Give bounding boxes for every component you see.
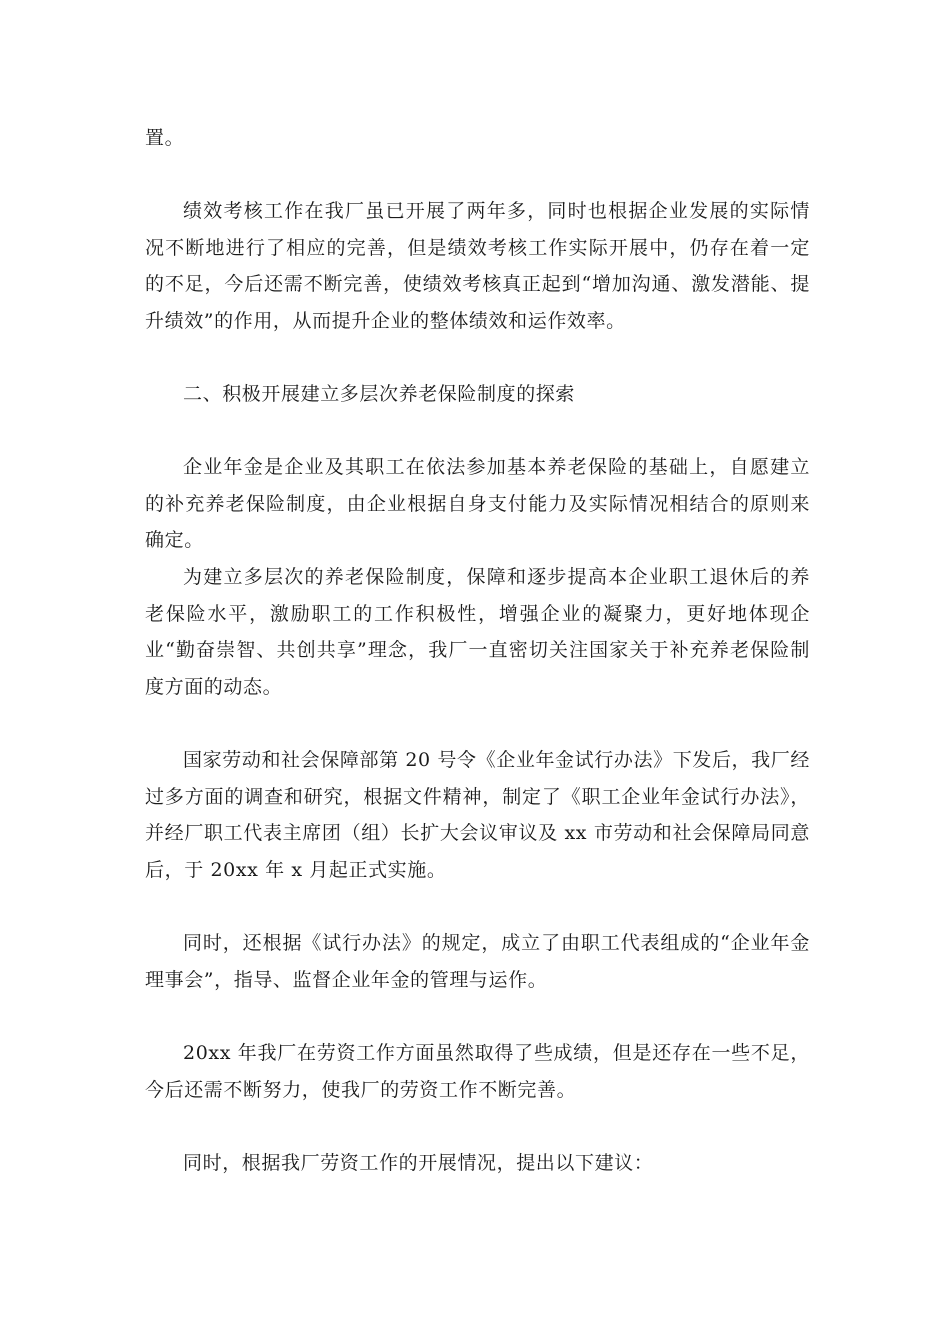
paragraph-enterprise-annuity: 企业年金是企业及其职工在依法参加基本养老保险的基础上，自愿建立的补充养老保险制度，由企业根据自身支付能力及实际情况相结合的原则来确定。 [145,456,810,551]
paragraph-multi-level-pension: 为建立多层次的养老保险制度，保障和逐步提高本企业职工退休后的养老保险水平，激励职工的工作积极性，增强企业的凝聚力，更好地体现企业“勤奋崇智、共创共享”理念，我厂一直密切关注国家关于补充养老保险制度方面的动态。 [145,566,810,698]
paragraph-labor-summary: 20xx 年我厂在劳资工作方面虽然取得了些成绩，但是还存在一些不足，今后还需不断努力，使我厂的劳资工作不断完善。 [145,1042,810,1101]
paragraph-annuity-council: 同时，还根据《试行办法》的规定，成立了由职工代表组成的“企业年金理事会”，指导、监督企业年金的管理与运作。 [145,932,810,991]
section-heading-pension: 二、积极开展建立多层次养老保险制度的探索 [183,383,576,405]
paragraph-suggestions-intro: 同时，根据我厂劳资工作的开展情况，提出以下建议： [183,1152,654,1174]
paragraph-continuation: 置。 [145,127,185,149]
paragraph-decree-20: 国家劳动和社会保障部第 20 号令《企业年金试行办法》下发后，我厂经过多方面的调查和研究，根据文件精神，制定了《职工企业年金试行办法》，并经厂职工代表主席团（组）长扩大会议审议及 xx 市劳动和社会保障局同意后，于 20xx 年 x 月起正式实施。 [145,749,810,881]
paragraph-performance-review: 绩效考核工作在我厂虽已开展了两年多，同时也根据企业发展的实际情况不断地进行了相应的完善，但是绩效考核工作实际开展中，仍存在着一定的不足，今后还需不断完善，使绩效考核真正起到“增加沟通、激发潜能、提升绩效”的作用，从而提升企业的整体绩效和运作效率。 [145,200,810,332]
